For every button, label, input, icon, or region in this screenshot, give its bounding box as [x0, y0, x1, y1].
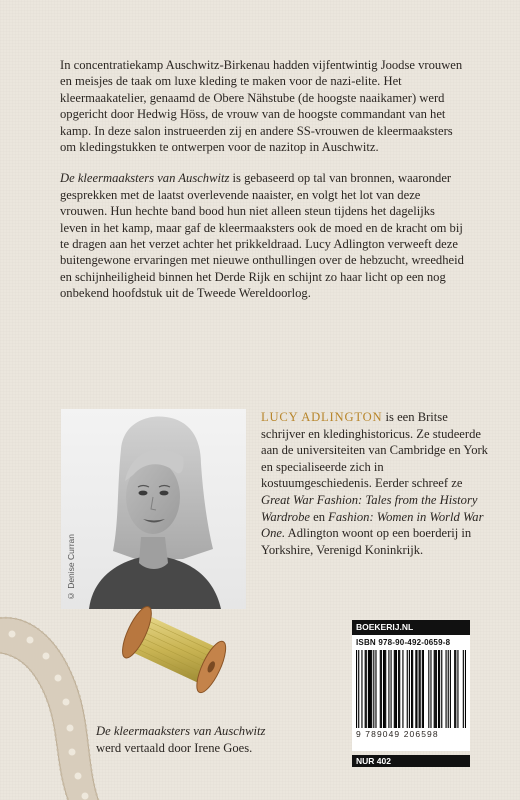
barcode-bar [435, 650, 436, 728]
blurb-paragraph-2-text: is gebaseerd op tal van bronnen, waaronder gesprekken met de laatst overlevende naaister, en volgt het lot van deze vrouwen. Hun hechte band bood hun niet alleen steun tijdens het dagelijks leven in het kamp, maar gaf de kleermaaksters ook de moed en de kracht om bij te dragen aan het verzet achter het prikkeldraad. Lucy Adlington verweeft deze buitengewone ervaringen met nieuwe onthullingen over de hebzucht, wreedheid en schijnheiligheid binnen het Derde Rijk en schijnt zo haar licht op een nog onbekend hoofdstuk uit de Tweede Wereldoorlog. [60, 171, 464, 301]
barcode-bar [412, 650, 413, 728]
bio-work-1: Great War Fashion: Tales from the History Wardrobe [261, 492, 478, 524]
barcode-bar [436, 650, 437, 728]
barcode-bar [358, 650, 359, 728]
nur-label: NUR 402 [352, 755, 470, 767]
barcode-bar [415, 650, 416, 728]
barcode-bar [402, 650, 403, 728]
barcode-bar [381, 650, 382, 728]
barcode-bar [356, 650, 357, 728]
barcode-bar [380, 650, 381, 728]
barcode-bar [391, 650, 392, 728]
barcode-bar [411, 650, 412, 728]
barcode-bar [420, 650, 421, 728]
thread-spool-illustration [113, 603, 238, 698]
book-title: De kleermaaksters van Auschwitz [60, 171, 230, 186]
barcode-bar [423, 650, 424, 728]
translator-book-title: De kleermaaksters van Auschwitz [96, 724, 266, 738]
bio-text-3: Adlington woont op een boerderij in Yorkshire, Verenigd Koninkrijk. [261, 526, 472, 557]
barcode-area [352, 635, 470, 751]
barcode-bar [416, 650, 417, 728]
barcode-bar [368, 650, 369, 728]
back-cover-blurb [60, 57, 465, 302]
barcode-bar [371, 650, 372, 728]
barcode-bar [434, 650, 435, 728]
barcode-panel [352, 620, 470, 767]
barcode-bar [361, 650, 362, 728]
photo-credit: © Denise Curran [66, 533, 76, 601]
barcode-bar [465, 650, 466, 728]
barcode-bar [457, 650, 458, 728]
lace-ribbon-illustration [0, 590, 120, 800]
bio-text-1: is een Britse schrijver en kledinghistoricus. Ze studeerde aan de universiteiten van Cambridge en York en specialiseerde zich in kostuumgeschiedenis. Eerder schreef ze [261, 410, 488, 491]
bio-text-2: en [309, 509, 329, 524]
barcode-bar [395, 650, 396, 728]
author-portrait-image [61, 409, 246, 609]
barcode-bar [409, 650, 410, 728]
translator-note [96, 723, 316, 756]
author-bio [261, 409, 491, 558]
barcode-bar [463, 650, 464, 728]
barcode-bar [373, 650, 374, 728]
barcode-bar [385, 650, 386, 728]
barcode-bar [366, 650, 367, 728]
barcode-bar [448, 650, 449, 728]
bio-work-2: Fashion: Women in World War One. [261, 509, 484, 541]
blurb-paragraph-2 [60, 170, 465, 301]
barcode-bar [450, 650, 451, 728]
barcode-bar [399, 650, 400, 728]
barcode-bars [356, 650, 466, 728]
barcode-bar [446, 650, 447, 728]
barcode-bar [407, 650, 408, 728]
barcode-bar [398, 650, 399, 728]
barcode-bar [394, 650, 395, 728]
barcode-bar [388, 650, 389, 728]
barcode-bar [454, 650, 455, 728]
barcode-bar [396, 650, 397, 728]
barcode-bar [365, 650, 366, 728]
barcode-bar [441, 650, 442, 728]
barcode-bar [384, 650, 385, 728]
barcode-bar [439, 650, 440, 728]
barcode-digits: 9 789049 206598 [356, 729, 439, 739]
translator-text: werd vertaald door Irene Goes. [96, 740, 253, 755]
barcode-bar [375, 650, 376, 728]
barcode-bar [438, 650, 439, 728]
author-name: LUCY ADLINGTON [261, 410, 383, 424]
barcode-bar [370, 650, 371, 728]
barcode-bar [419, 650, 420, 728]
barcode-bar [422, 650, 423, 728]
barcode-bar [369, 650, 370, 728]
barcode-bar [455, 650, 456, 728]
publisher-label: BOEKERIJ.NL [352, 620, 470, 635]
blurb-paragraph-1: In concentratiekamp Auschwitz-Birkenau hadden vijfentwintig Joodse vrouwen en meisjes de taak om luxe kleding te maken voor de nazi-elite. Het kleermaakatelier, genaamd de Obere Nähstube (de hoogste naaikamer) werd opgericht door Hedwig Höss, de vrouw van de hoogste commandant van het kamp. In deze salon instrueerden zij en andere SS-vrouwen de kleermaaksters om kledingstukken te ontwerpen voor de nazitop in Auschwitz. [60, 58, 463, 155]
isbn-text: ISBN 978-90-492-0659-8 [356, 638, 451, 647]
barcode-bar [383, 650, 384, 728]
barcode-bar [430, 650, 431, 728]
barcode-bar [428, 650, 429, 728]
author-photo [61, 409, 246, 609]
